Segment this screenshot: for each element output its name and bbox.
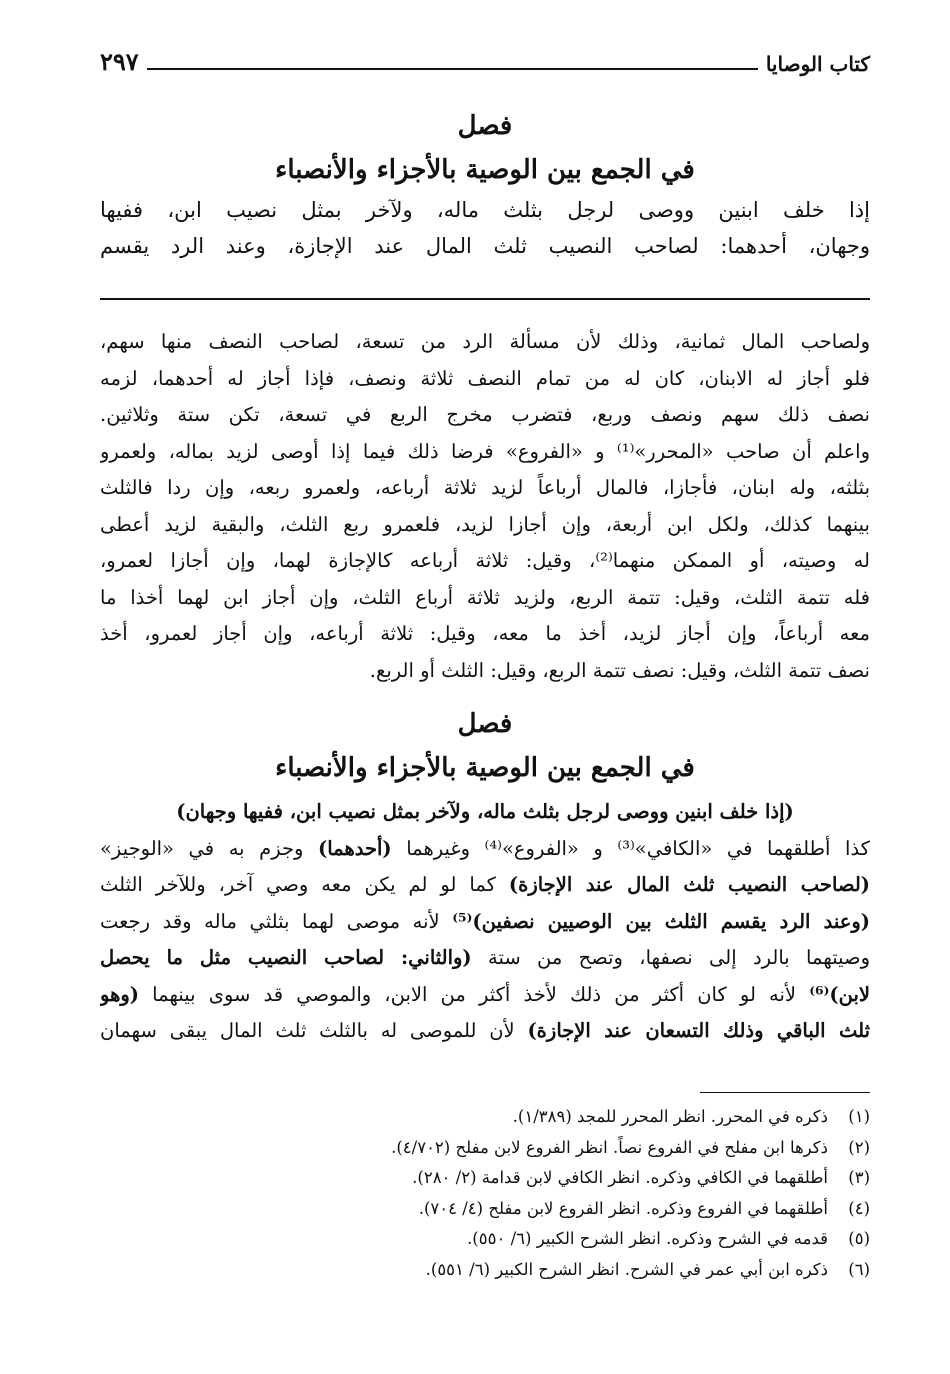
footnote-text: ذكرها ابن مفلح في الفروع نصاً. انظر الفروع لابن مفلح (٤/٧٠٢). xyxy=(391,1137,828,1157)
sharh-line-6 xyxy=(100,977,870,1014)
running-title: كتاب الوصايا xyxy=(765,52,870,76)
sharh-text: لأنه موصى لهما بثلثي ماله وقد رجعت xyxy=(100,909,453,933)
footnote-number: (٦) xyxy=(848,1259,870,1279)
matn-divider xyxy=(100,298,870,300)
matn-quote: (وهو xyxy=(100,982,139,1006)
matn-quote: (إذا خلف ابنين ووصى لرجل بثلث ماله، ولآخر بمثل نصيب ابن، ففيها وجهان) xyxy=(176,800,794,823)
sharh-line-7 xyxy=(100,1013,870,1050)
footnote xyxy=(100,1102,870,1133)
commentary-line: نصف تتمة الثلث، وقيل: نصف تتمة الربع، وقيل: الثلث أو الربع. xyxy=(369,658,870,682)
section-1-subtitle: في الجمع بين الوصية بالأجزاء والأنصباء xyxy=(275,155,695,185)
sharh-text: كما لو لم يكن معه وصي آخر، وللآخر الثلث xyxy=(100,873,509,896)
running-header xyxy=(100,40,870,76)
commentary-line: فلو أجاز له الابنان، كان له من تمام النصف ثلاثة ونصف، فإذا أجاز له أحدهما، لزمه xyxy=(100,366,870,390)
sharh-text: لأن للموصى له بالثلث ثلث المال يبقى سهمان xyxy=(100,1019,528,1042)
footnote xyxy=(100,1255,870,1286)
footnote-number: (٤) xyxy=(848,1198,870,1218)
sharh-line-4 xyxy=(100,904,870,941)
footnote-rule xyxy=(700,1092,870,1093)
footnote xyxy=(100,1163,870,1194)
section-2-title: فصل xyxy=(457,709,513,739)
commentary-line: بثلثه، وله ابنان، فأجازا، فالمال أرباعاً لزيد ثلاثة أرباعه، ولعمرو ربعه، وإن ردا فالثلث xyxy=(100,476,870,499)
footnote-text: ذكره في المحرر. انظر المحرر للمجد (١/٣٨٩). xyxy=(512,1107,828,1126)
commentary-line: معه أرباعاً، وإن أجاز لزيد، أخذ ما معه، وقيل: ثلاثة أرباعه، وإن أجاز لعمرو، أخذ xyxy=(100,622,870,645)
commentary-line: نصف ذلك سهم ونصف وربع، فتضرب مخرج الربع في تسعة، تكن ستة وثلاثين. xyxy=(100,403,870,426)
sharh-text: وصيتهما بالرد إلى نصفها، وتصح من ستة xyxy=(471,946,870,969)
footnote xyxy=(100,1194,870,1225)
footnotes xyxy=(100,1102,870,1285)
footnote xyxy=(100,1133,870,1164)
footnote-number: (١) xyxy=(848,1107,870,1126)
sharh-text: وجزم به في «الوجيز» xyxy=(100,836,318,860)
footnote-number: (٢) xyxy=(848,1137,870,1157)
sharh-text: لأنه لو كان أكثر من ذلك لأخذ أكثر من الابن، والموصي قد سوى بينهما xyxy=(139,982,810,1006)
section-1-title: فصل xyxy=(457,111,513,141)
sharh-line-1 xyxy=(100,794,870,831)
matn-line-2: وجهان، أحدهما: لصاحب النصيب ثلث المال عند الإجازة، وعند الرد يقسم xyxy=(100,234,870,258)
matn-quote: ثلث الباقي وذلك التسعان عند الإجازة) xyxy=(527,1019,870,1042)
footnote-text: أطلقهما في الفروع وذكره. انظر الفروع لابن مفلح (٤/ ٧٠٤). xyxy=(418,1198,828,1218)
matn-quote: (لصاحب النصيب ثلث المال عند الإجازة) xyxy=(508,873,870,896)
section-1 xyxy=(100,104,870,264)
footnote xyxy=(100,1224,870,1255)
matn-quote: (والثاني: لصاحب النصيب مثل ما يحصل xyxy=(100,946,472,969)
section-2-subtitle: في الجمع بين الوصية بالأجزاء والأنصباء xyxy=(275,753,695,783)
footnote-text: ذكره ابن أبي عمر في الشرح. انظر الشرح الكبير (٦/ ٥٥١). xyxy=(425,1259,828,1279)
matn-quote: (وعند الرد يقسم الثلث بين الوصيين نصفين)⁽⁵⁾ xyxy=(452,909,870,933)
book-page xyxy=(100,30,870,1350)
footnote-number: (٥) xyxy=(848,1229,870,1248)
matn-quote: لابن)⁽⁶⁾ xyxy=(809,982,870,1006)
footnote-number: (٣) xyxy=(848,1168,870,1187)
commentary-line: واعلم أن صاحب «المحرر»⁽¹⁾ و «الفروع» فرضا ذلك فيما إذا أوصى لزيد بماله، ولعمرو xyxy=(100,439,870,463)
matn-line-1: إذا خلف ابنين ووصى لرجل بثلث ماله، ولآخر بمثل نصيب ابن، ففيها xyxy=(100,198,870,222)
commentary-line: بينهما كذلك، ولكل ابن أربعة، وإن أجازا لزيد، فلعمرو ربع الثلث، والبقية لزيد أعطى xyxy=(100,512,870,536)
commentary-1 xyxy=(100,324,870,689)
commentary-line: فله تتمة الثلث، وقيل: تتمة الربع، ولزيد ثلاثة أرباع الثلث، وإن أجاز ابن لهما أخذا ما xyxy=(100,585,870,609)
commentary-line: ولصاحب المال ثمانية، وذلك لأن مسألة الرد من تسعة، لصاحب النصف منها سهم، xyxy=(100,330,870,353)
matn-quote: (أحدهما) xyxy=(318,836,392,860)
sharh-line-2 xyxy=(100,831,870,868)
sharh-line-5 xyxy=(100,940,870,977)
footnote-text: أطلقهما في الكافي وذكره. انظر الكافي لابن قدامة (٢/ ٢٨٠). xyxy=(412,1168,828,1187)
section-2 xyxy=(100,702,870,1050)
sharh-text: كذا أطلقهما في «الكافي»⁽³⁾ و «الفروع»⁽⁴⁾ وغيرهما xyxy=(391,836,870,860)
header-rule xyxy=(147,68,758,70)
footnote-text: قدمه في الشرح وذكره. انظر الشرح الكبير (٦/ ٥٥٠). xyxy=(467,1229,828,1248)
commentary-line: له وصيته، أو الممكن منهما⁽²⁾، وقيل: ثلاثة أرباعه كالإجازة لهما، وإن أجازا لعمرو، xyxy=(100,549,870,572)
sharh-line-3 xyxy=(100,867,870,904)
page-number: ٢٩٧ xyxy=(100,47,139,76)
